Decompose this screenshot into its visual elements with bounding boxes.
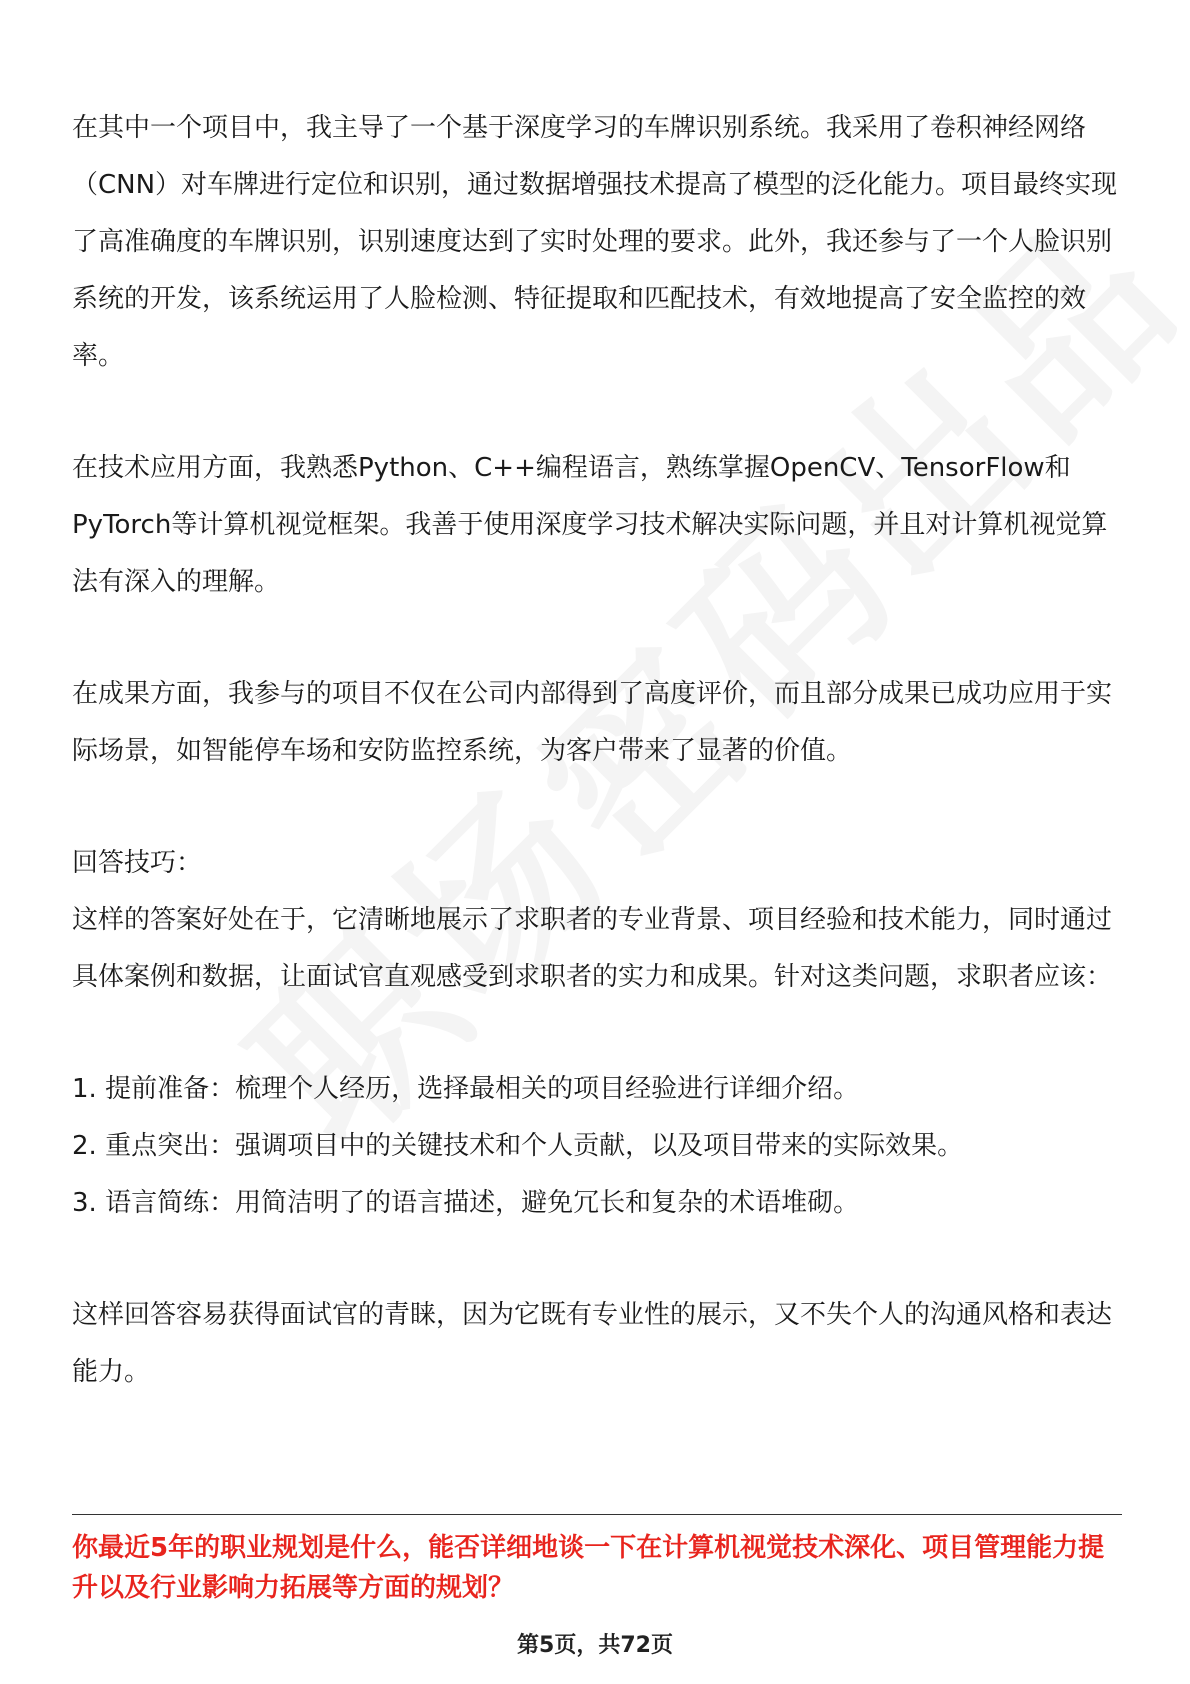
- section-divider: [72, 1514, 1122, 1515]
- tips-heading: 回答技巧：: [72, 848, 203, 878]
- paragraph-project-experience: 在其中一个项目中，我主导了一个基于深度学习的车牌识别系统。我采用了卷积神经网络（CNN）对车牌进行定位和识别，通过数据增强技术提高了模型的泛化能力。项目最终实现了高准确度的车牌识别，识别速度达到了实时处理的要求。此外，我还参与了一个人脸识别系统的开发，该系统运用了人脸检测、特征提取和匹配技术，有效地提高了安全监控的效率。: [72, 113, 1118, 371]
- tips-body: 这样的答案好处在于，它清晰地展示了求职者的专业背景、项目经验和技术能力，同时通过具体案例和数据，让面试官直观感受到求职者的实力和成果。针对这类问题，求职者应该：: [72, 905, 1113, 992]
- list-item: 3. 语言简练：用简洁明了的语言描述，避免冗长和复杂的术语堆砌。: [72, 1188, 860, 1218]
- page-number: 第5页，共72页: [517, 1633, 673, 1658]
- paragraph-conclusion: 这样回答容易获得面试官的青睐，因为它既有专业性的展示，又不失个人的沟通风格和表达能力。: [72, 1300, 1113, 1387]
- list-item: 2. 重点突出：强调项目中的关键技术和个人贡献，以及项目带来的实际效果。: [72, 1131, 964, 1161]
- answer-content: [72, 100, 1122, 1401]
- next-question-heading: 你最近5年的职业规划是什么，能否详细地谈一下在计算机视觉技术深化、项目管理能力提升以及行业影响力拓展等方面的规划？: [72, 1533, 1105, 1603]
- paragraph-achievements: 在成果方面，我参与的项目不仅在公司内部得到了高度评价，而且部分成果已成功应用于实际场景，如智能停车场和安防监控系统，为客户带来了显著的价值。: [72, 679, 1113, 766]
- paragraph-technical-skills: 在技术应用方面，我熟悉Python、C++编程语言，熟练掌握OpenCV、TensorFlow和PyTorch等计算机视觉框架。我善于使用深度学习技术解决实际问题，并且对计算机视觉算法有深入的理解。: [72, 453, 1108, 597]
- list-item: 1. 提前准备：梳理个人经历，选择最相关的项目经验进行详细介绍。: [72, 1074, 860, 1104]
